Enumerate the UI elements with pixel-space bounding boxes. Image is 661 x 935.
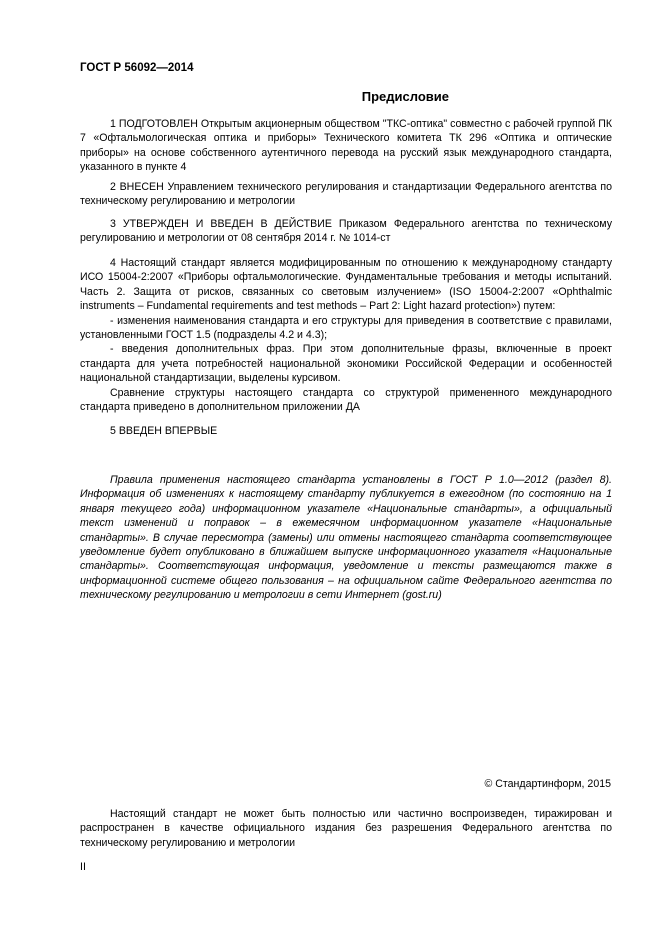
item-4-text: 4 Настоящий стандарт является модифицированным по отношению к международному стандарту ИСО 15004-2:2007 «Приборы офтальмологические. Фундаментальные требования и методы испытаний. Часть 2. Защита от рисков, связанных со световым излучением» (ISO 15004-2:2007 «Ophthalmic instruments – Fundamental requirements and test methods – Part 2: Light hazard protection») путем: (80, 257, 612, 313)
item-4-change-1: - изменения наименования стандарта и его структуры для приведения в соответствие с правилами, установленными ГОСТ 1.5 (подразделы 4.2 и 4.3); (80, 314, 612, 342)
reproduction-notice (80, 807, 612, 850)
item-4-change-2: - введения дополнительных фраз. При этом дополнительные фразы, включенные в проект стандарта для учета потребностей национальной экономики Российской Федерации и особенностей национальной стандартизации, выделены курсивом. (80, 343, 612, 385)
item-4 (80, 256, 612, 414)
page-number: II (80, 861, 86, 873)
item-2-text: 2 ВНЕСЕН Управлением технического регулирования и стандартизации Федерального агентства по техническому регулированию и метрологии (80, 181, 612, 208)
standard-header: ГОСТ Р 56092—2014 (80, 62, 194, 74)
copyright: © Стандартинформ, 2015 (484, 778, 611, 790)
item-4-comparison: Сравнение структуры настоящего стандарта со структурой примененного международного стандарта приведено в дополнительном приложении ДА (80, 386, 612, 414)
item-5 (80, 424, 612, 438)
application-notice (80, 473, 612, 603)
item-5-text: 5 ВВЕДЕН ВПЕРВЫЕ (110, 425, 218, 437)
application-notice-text: Правила применения настоящего стандарта установлены в ГОСТ Р 1.0—2012 (раздел 8). Информация об изменениях к настоящему стандарту публикуется в ежегодном (по состоянию на 1 января текущего года) информационном указателе «Национальные стандарты», а официальный текст изменений и поправок – в ежемесячном информационном указателе «Национальные стандарты». В случае пересмотра (замены) или отмены настоящего стандарта соответствующее уведомление будет опубликовано в ближайшем выпуске информационного указателя «Национальные стандарты». Соответствующая информация, уведомление и тексты размещаются также в информационной системе общего пользования – на официальном сайте Федерального агентства по техническому регулированию и метрологии в сети Интернет (gost.ru) (80, 474, 612, 602)
item-2 (80, 180, 612, 209)
item-1 (80, 117, 612, 175)
reproduction-notice-text: Настоящий стандарт не может быть полностью или частично воспроизведен, тиражирован и распространен в качестве официального издания без разрешения Федерального агентства по техническому регулированию и метрологии (80, 808, 612, 849)
item-1-text: 1 ПОДГОТОВЛЕН Открытым акционерным обществом "ТКС-оптика" совместно с рабочей группой ПК 7 «Офтальмологическая оптика и приборы» Технического комитета ТК 296 «Оптика и оптические приборы» на основе собственного аутентичного перевода на русский язык международного стандарта, указанного в пункте 4 (80, 118, 612, 174)
item-3 (80, 217, 612, 246)
page-title: Предисловие (361, 89, 449, 104)
item-3-text: 3 УТВЕРЖДЕН И ВВЕДЕН В ДЕЙСТВИЕ Приказом Федерального агентства по техническому регулированию и метрологии от 08 сентября 2014 г. № 1014-ст (80, 218, 612, 245)
